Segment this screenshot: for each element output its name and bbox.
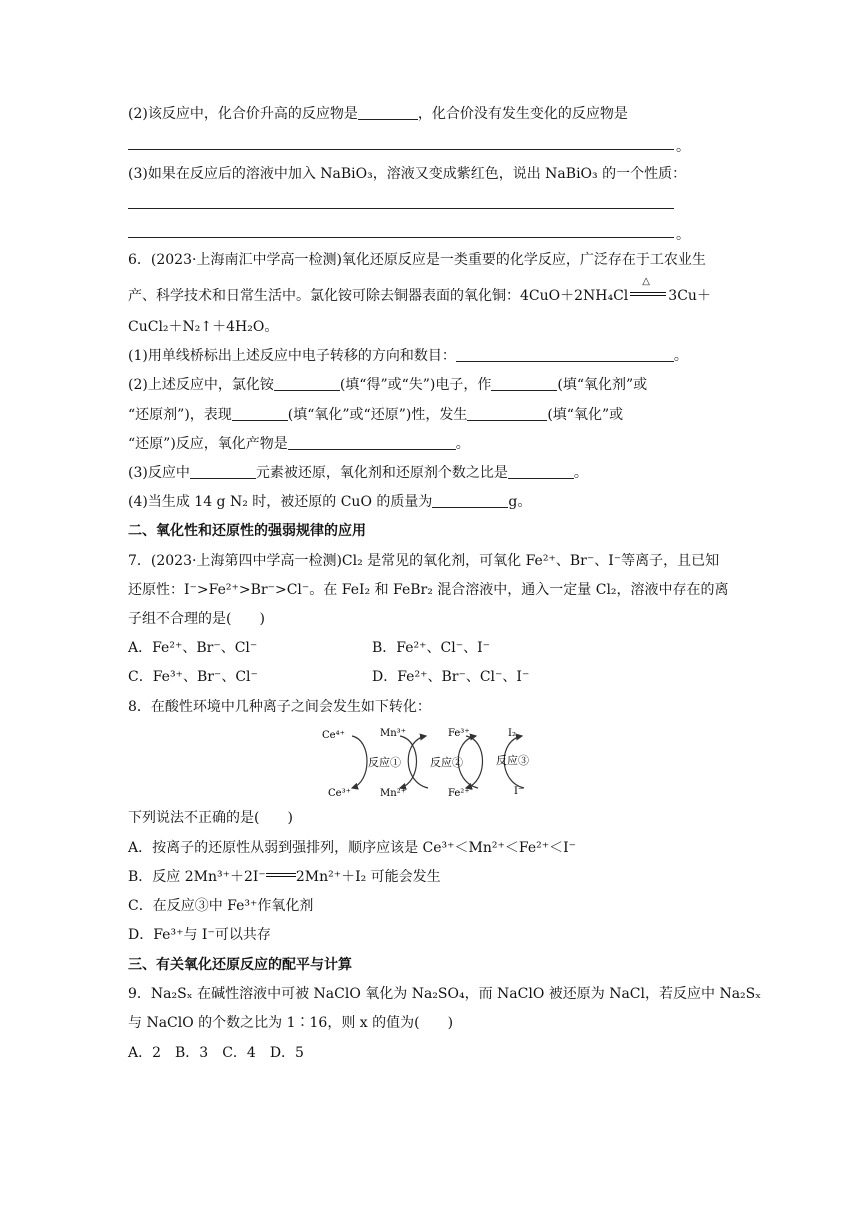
q9-options: A．2 B．3 C．4 D．5 xyxy=(128,1045,304,1061)
answer-blank[interactable] xyxy=(190,464,256,479)
q8-option-b: B．反应 2Mn³⁺＋2I⁻ 2Mn²⁺＋I₂ 可能会发生 xyxy=(128,869,441,885)
ion-fe2: Fe²⁺ xyxy=(448,788,470,799)
ion-mn3: Mn³⁺ xyxy=(380,728,406,739)
equals-sign xyxy=(266,873,296,877)
document-page: (2)该反应中，化合价升高的反应物是 ，化合价没有发生变化的反应物是 。 (3)如果在反应后的溶液中加入 NaBiO₃，溶液又变成紫红色，说出 NaBiO₃ 的一个性质： 。 6．(2023·上海南汇中学高一检测)氧化还原反应是一类重要的化学反应，广泛存在于工农业生 产、科学技术和日常生活中。氯化铵可除去铜器表面的氧化铜：4CuO＋2NH₄Cl △ 3Cu＋ CuCl₂＋N₂↑＋4H₂O。 (1)用单线桥标出上述反应中电子转移的方向和数目： 。 (2)上述反应中，氯化铵 (填“得”或“失”)电子，作 (填“氧化剂”或 “还原剂”)，表现 (填“氧化”或“还原”)性，发生 (填“氧化”或 “还原”)反应，氧化产物是 。 (3)反应中 元素被还原，氧化剂和还原剂个数之比是 。 (4)当生成 14 g N₂ 时，被还原的 CuO 的质量为 g。 二、氧化性和还原性的强弱规律的应用 7．(2023·上海第四中学高一检测)Cl₂ 是常见的氧化剂，可氧化 Fe²⁺、Br⁻、I⁻等离子，且已知 还原性：I⁻>Fe²⁺>Br⁻>Cl⁻。在 FeI₂ 和 FeBr₂ 混合溶液中，通入一定量 Cl₂，溶液中存在的离 子组不合理的是( ) A．Fe²⁺、Br⁻、Cl⁻ B．Fe²⁺、Cl⁻、I⁻ C．Fe³⁺、Br⁻、Cl⁻ D．Fe²⁺、Br⁻、Cl⁻、I⁻ 8．在酸性环境中几种离子之间会发生如下转化： Ce⁴⁺ Ce³⁺ Mn³⁺ Mn²⁺ Fe³⁺ Fe²⁺ I₂ I⁻ 反应① 反应② 反应③ 下列说法不正确的是( ) A．按离子的还原性从弱到强排列，顺序应该是 Ce³⁺＜Mn²⁺＜Fe²⁺＜I⁻ B．反应 2Mn³⁺＋2I⁻ 2Mn²⁺＋I₂ 可能会发生 C．在反应③中 Fe³⁺作氧化剂 D．Fe³⁺与 I⁻可以共存 三、有关氧化还原反应的配平与计算 9．Na₂Sₓ 在碱性溶液中可被 NaClO 氧化为 Na₂SO₄，而 NaClO 被还原为 NaCl，若反应中 Na₂Sₓ 与 NaClO 的个数之比为 1∶16，则 x 的值为( ) A．2 B．3 C．4 D．5 xyxy=(128,106,762,1061)
q7-line1: 7．(2023·上海第四中学高一检测)Cl₂ 是常见的氧化剂，可氧化 Fe²⁺、Br⁻、I⁻等离子，且已知 xyxy=(128,553,720,569)
q8-line1: 8．在酸性环境中几种离子之间会发生如下转化： xyxy=(128,699,431,715)
arrow-ce-reduction xyxy=(352,736,367,788)
label-reaction-3: 反应③ xyxy=(496,754,529,767)
q7-line2: 还原性：I⁻>Fe²⁺>Br⁻>Cl⁻。在 FeI₂ 和 FeBr₂ 混合溶液中，通入一定量 Cl₂，溶液中存在的离 xyxy=(128,582,729,598)
answer-blank[interactable] xyxy=(274,376,340,391)
q8-option-d: D．Fe³⁺与 I⁻可以共存 xyxy=(128,927,271,943)
reaction-cycle-diagram xyxy=(318,724,548,800)
q6-line3: CuCl₂＋N₂↑＋4H₂O。 xyxy=(128,319,279,335)
answer-blank[interactable] xyxy=(288,435,456,450)
arrow-fe-reduction xyxy=(466,736,483,788)
ion-mn2: Mn²⁺ xyxy=(380,788,406,799)
answer-blank[interactable] xyxy=(232,406,288,421)
ion-i2: I₂ xyxy=(508,728,516,739)
label-reaction-1: 反应① xyxy=(368,756,401,769)
answer-blank[interactable] xyxy=(358,105,418,120)
q6-part2-line1: (2)上述反应中，氯化铵 (填“得”或“失”)电子，作 (填“氧化剂”或 xyxy=(128,377,648,393)
q5-part2: (2)该反应中，化合价升高的反应物是 ，化合价没有发生变化的反应物是 xyxy=(128,106,628,122)
q9-line2: 与 NaClO 的个数之比为 1∶16，则 x 的值为( ) xyxy=(128,1015,454,1031)
q9-line1: 9．Na₂Sₓ 在碱性溶液中可被 NaClO 氧化为 Na₂SO₄，而 NaClO 被还原为 NaCl，若反应中 Na₂Sₓ xyxy=(128,986,762,1002)
q6-part2-line2: “还原剂”)，表现 (填“氧化”或“还原”)性，发生 (填“氧化”或 xyxy=(128,407,624,423)
section-heading: 三、有关氧化还原反应的配平与计算 xyxy=(128,957,352,973)
answer-line[interactable] xyxy=(128,237,674,238)
q8-option-c: C．在反应③中 Fe³⁺作氧化剂 xyxy=(128,898,314,914)
q6-line1: 6．(2023·上海南汇中学高一检测)氧化还原反应是一类重要的化学反应，广泛存在于工农业生 xyxy=(128,252,706,268)
answer-blank[interactable] xyxy=(508,464,574,479)
answer-line[interactable] xyxy=(128,149,674,150)
label-reaction-2: 反应② xyxy=(430,756,463,769)
q7-option-a: A．Fe²⁺、Br⁻、Cl⁻ xyxy=(128,640,258,656)
q8-option-a: A．按离子的还原性从弱到强排列，顺序应该是 Ce³⁺＜Mn²⁺＜Fe²⁺＜I⁻ xyxy=(128,840,577,856)
section-heading: 二、氧化性和还原性的强弱规律的应用 xyxy=(128,523,366,539)
answer-line[interactable] xyxy=(128,208,674,209)
ion-ce4: Ce⁴⁺ xyxy=(322,730,345,741)
q6-part1: (1)用单线桥标出上述反应中电子转移的方向和数目： 。 xyxy=(128,348,688,364)
ion-ce3: Ce³⁺ xyxy=(328,788,351,799)
q7-option-b: B．Fe²⁺、Cl⁻、I⁻ xyxy=(372,640,491,656)
answer-blank[interactable] xyxy=(491,376,557,391)
q6-part2-line3: “还原”)反应，氧化产物是 。 xyxy=(128,436,470,452)
answer-blank[interactable] xyxy=(432,493,508,508)
answer-blank[interactable] xyxy=(456,347,674,362)
q6-line2: 产、科学技术和日常生活中。氯化铵可除去铜器表面的氧化铜：4CuO＋2NH₄Cl △ 3Cu＋ xyxy=(128,276,711,304)
answer-blank[interactable] xyxy=(467,406,547,421)
q7-option-d: D．Fe²⁺、Br⁻、Cl⁻、I⁻ xyxy=(372,669,530,685)
heat-equals-sign: △ xyxy=(628,286,668,306)
q5-part3: (3)如果在反应后的溶液中加入 NaBiO₃，溶液又变成紫红色，说出 NaBiO₃ 的一个性质： xyxy=(128,166,687,182)
q6-part4: (4)当生成 14 g N₂ 时，被还原的 CuO 的质量为 g。 xyxy=(128,494,532,510)
q8-line2: 下列说法不正确的是( ) xyxy=(128,810,293,826)
ion-fe3: Fe³⁺ xyxy=(448,728,470,739)
q6-part3: (3)反应中 元素被还原，氧化剂和还原剂个数之比是 。 xyxy=(128,465,588,481)
q7-line3: 子组不合理的是( ) xyxy=(128,611,265,627)
q7-option-c: C．Fe³⁺、Br⁻、Cl⁻ xyxy=(128,669,258,685)
ion-i-minus: I⁻ xyxy=(514,786,524,797)
